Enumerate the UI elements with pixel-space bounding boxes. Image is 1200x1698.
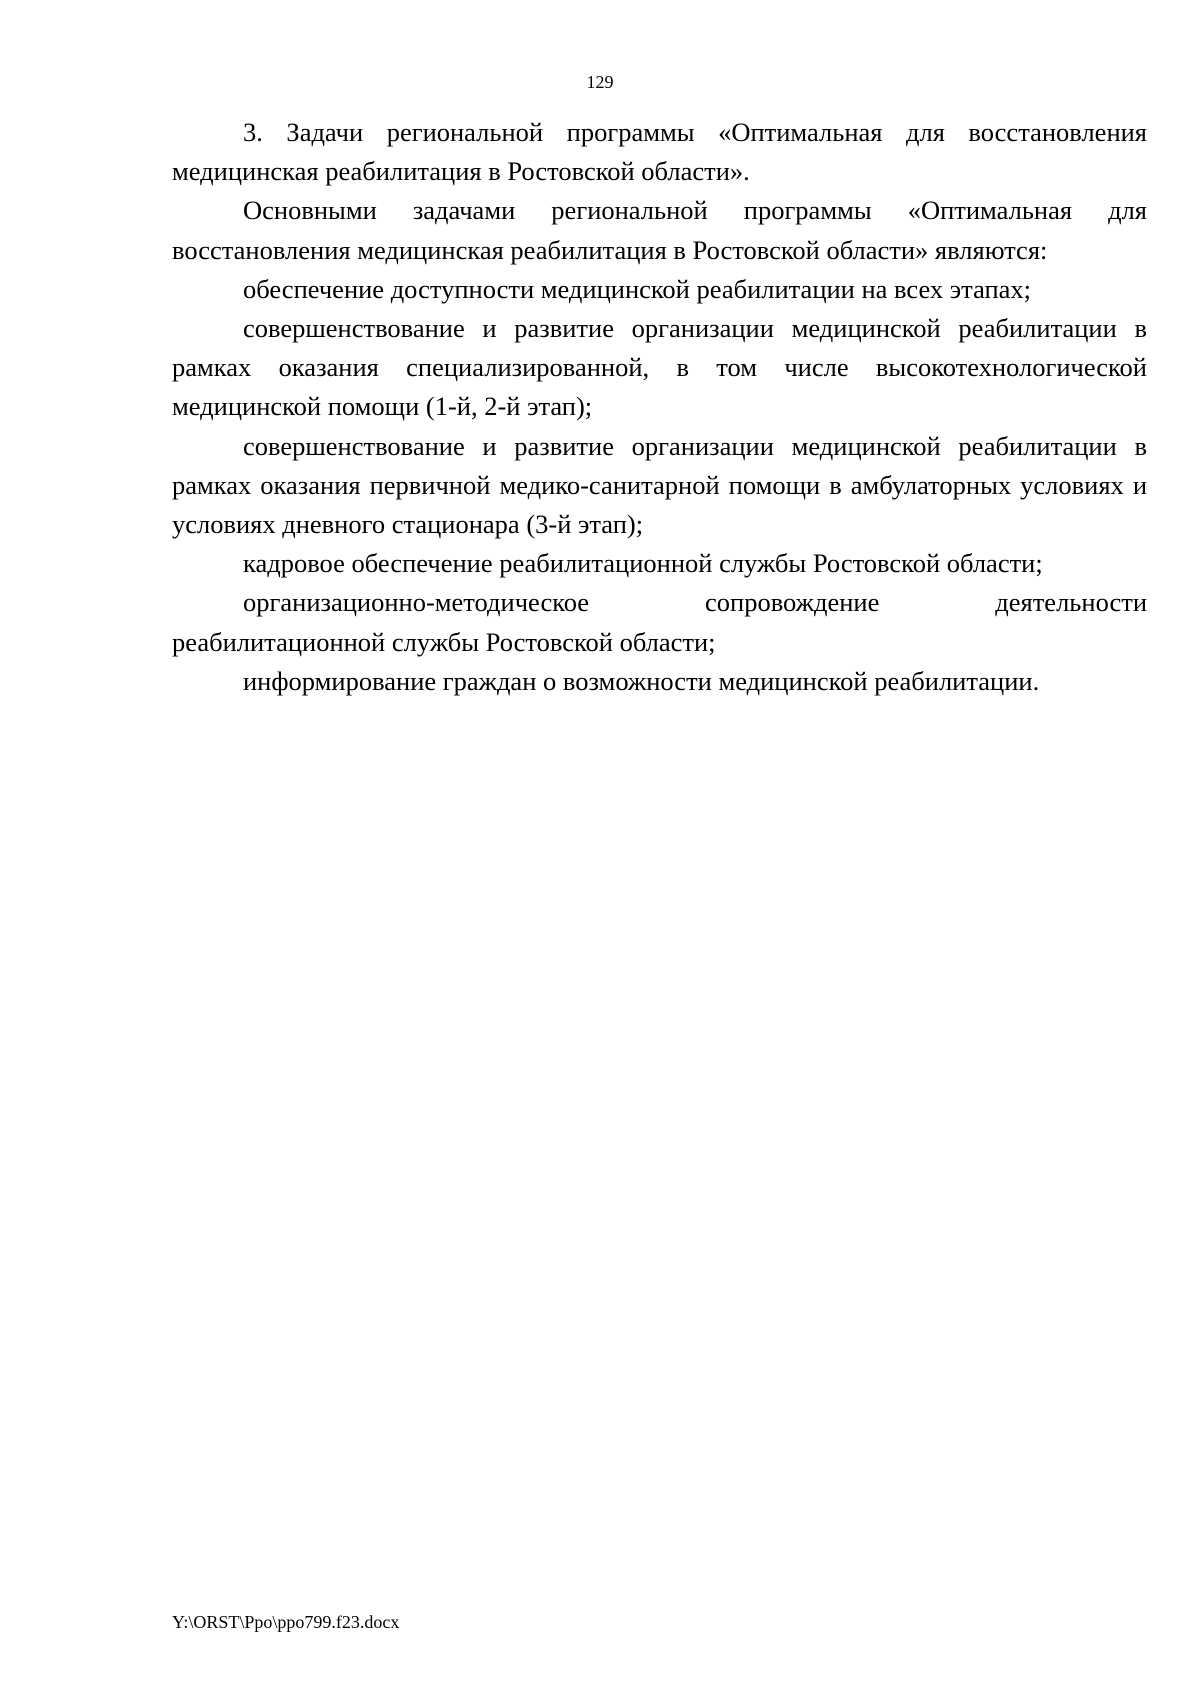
page-number: 129 bbox=[586, 72, 614, 92]
task-item: организационно-методическое сопровождение деятельности реабилитационной службы Ростовской области; bbox=[172, 587, 1147, 657]
footer-file-path: Y:\ORST\Ppo\ppo799.f23.docx bbox=[172, 1612, 400, 1632]
document-body bbox=[172, 113, 1147, 701]
intro-paragraph: Основными задачами региональной программы «Оптимальная для восстановления медицинская реабилитация в Ростовской области» являются: bbox=[172, 195, 1147, 265]
task-item: кадровое обеспечение реабилитационной службы Ростовской области; bbox=[243, 548, 1043, 579]
task-item: совершенствование и развитие организации медицинской реабилитации в рамках оказания первичной медико-санитарной помощи в амбулаторных условиях и условиях дневного стационара (3-й этап); bbox=[172, 430, 1147, 540]
task-item: совершенствование и развитие организации медицинской реабилитации в рамках оказания специализированной, в том числе высокотехнологической медицинской помощи (1-й, 2-й этап); bbox=[172, 313, 1147, 422]
task-item: информирование граждан о возможности медицинской реабилитации. bbox=[243, 665, 1040, 696]
task-item: обеспечение доступности медицинской реабилитации на всех этапах; bbox=[243, 273, 1032, 304]
section-heading-paragraph: 3. Задачи региональной программы «Оптимальная для восстановления медицинская реабилитация в Ростовской области». bbox=[172, 117, 1147, 187]
